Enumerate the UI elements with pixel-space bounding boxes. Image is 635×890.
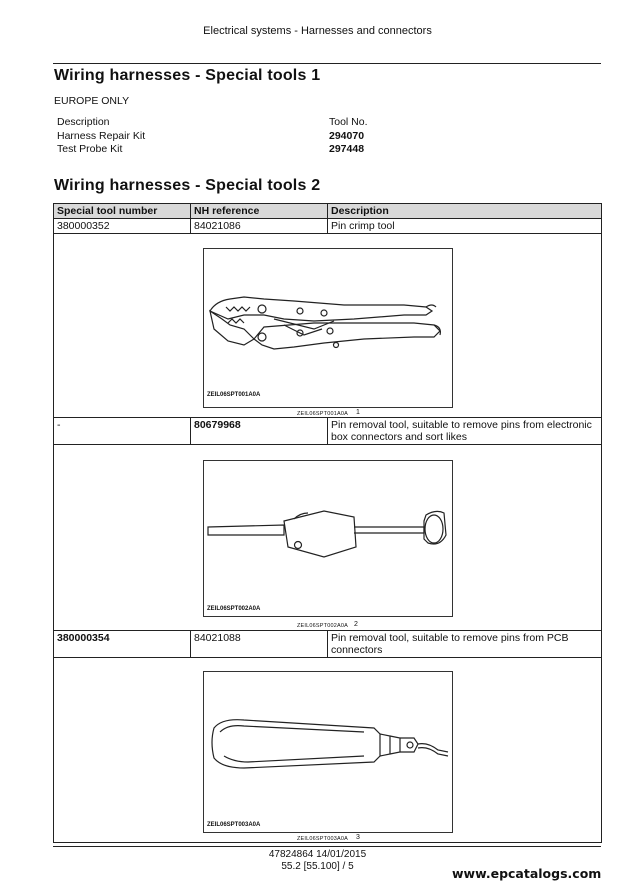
table-row <box>54 418 602 445</box>
header-description: Description <box>328 204 602 219</box>
pin-removal-tool-figure <box>203 460 453 617</box>
figure-row <box>54 234 602 418</box>
figure-cell <box>54 658 602 843</box>
section1-heading: Wiring harnesses - Special tools 1 <box>54 67 321 84</box>
figure-label: ZEIL06SPT003A0A <box>207 822 261 828</box>
tool-description: Pin removal tool, suitable to remove pins from electronic box connectors and sort likes <box>328 418 602 445</box>
header-special-tool-number: Special tool number <box>54 204 191 219</box>
table-row <box>54 219 602 234</box>
figure-caption: ZEIL06SPT002A0A <box>297 623 349 629</box>
figure-cell <box>54 234 602 418</box>
nh-reference: 84021088 <box>191 631 328 658</box>
section2-heading: Wiring harnesses - Special tools 2 <box>54 177 321 194</box>
table-header-row <box>54 204 602 219</box>
figure-caption: ZEIL06SPT001A0A <box>297 411 349 417</box>
table-row <box>54 631 602 658</box>
page-header-title: Electrical systems - Harnesses and connectors <box>203 25 432 37</box>
figure-label: ZEIL06SPT002A0A <box>207 606 261 612</box>
kit-row-description: Test Probe Kit <box>57 143 123 155</box>
figure-caption: ZEIL06SPT003A0A <box>297 836 349 842</box>
figure-number: 2 <box>354 621 359 628</box>
special-tools-table <box>53 203 602 843</box>
kit-row-tool-no: 294070 <box>329 130 365 142</box>
figure-row <box>54 445 602 631</box>
pin-crimp-tool-figure <box>203 248 453 408</box>
figure-label: ZEIL06SPT001A0A <box>207 392 261 398</box>
special-tool-number: 380000354 <box>54 631 191 658</box>
pcb-pin-removal-tool-figure <box>203 671 453 833</box>
kit-row-tool-no: 297448 <box>329 143 365 155</box>
header-nh-reference: NH reference <box>191 204 328 219</box>
special-tool-number: - <box>54 418 191 445</box>
pin-removal-tool-drawing <box>204 461 452 616</box>
col-tool-no-label: Tool No. <box>329 116 368 128</box>
pin-crimp-tool-drawing <box>204 249 452 407</box>
special-tool-number: 380000352 <box>54 219 191 234</box>
header-rule <box>53 63 601 64</box>
nh-reference: 80679968 <box>191 418 328 445</box>
footer-page-line: 55.2 [55.100] / 5 <box>281 861 354 872</box>
watermark-text[interactable]: www.epcatalogs.com <box>452 866 602 881</box>
pcb-pin-removal-tool-drawing <box>204 672 452 832</box>
figure-row <box>54 658 602 843</box>
figure-cell <box>54 445 602 631</box>
nh-reference: 84021086 <box>191 219 328 234</box>
figure-number: 3 <box>356 834 361 841</box>
region-note: EUROPE ONLY <box>54 95 130 107</box>
footer-doc-line: 47824864 14/01/2015 <box>268 849 367 860</box>
footer-rule <box>53 846 601 847</box>
figure-number: 1 <box>356 409 361 416</box>
col-description-label: Description <box>57 116 110 128</box>
tool-description: Pin removal tool, suitable to remove pins from PCB connectors <box>328 631 602 658</box>
tool-description: Pin crimp tool <box>328 219 602 234</box>
kit-row-description: Harness Repair Kit <box>57 130 146 142</box>
